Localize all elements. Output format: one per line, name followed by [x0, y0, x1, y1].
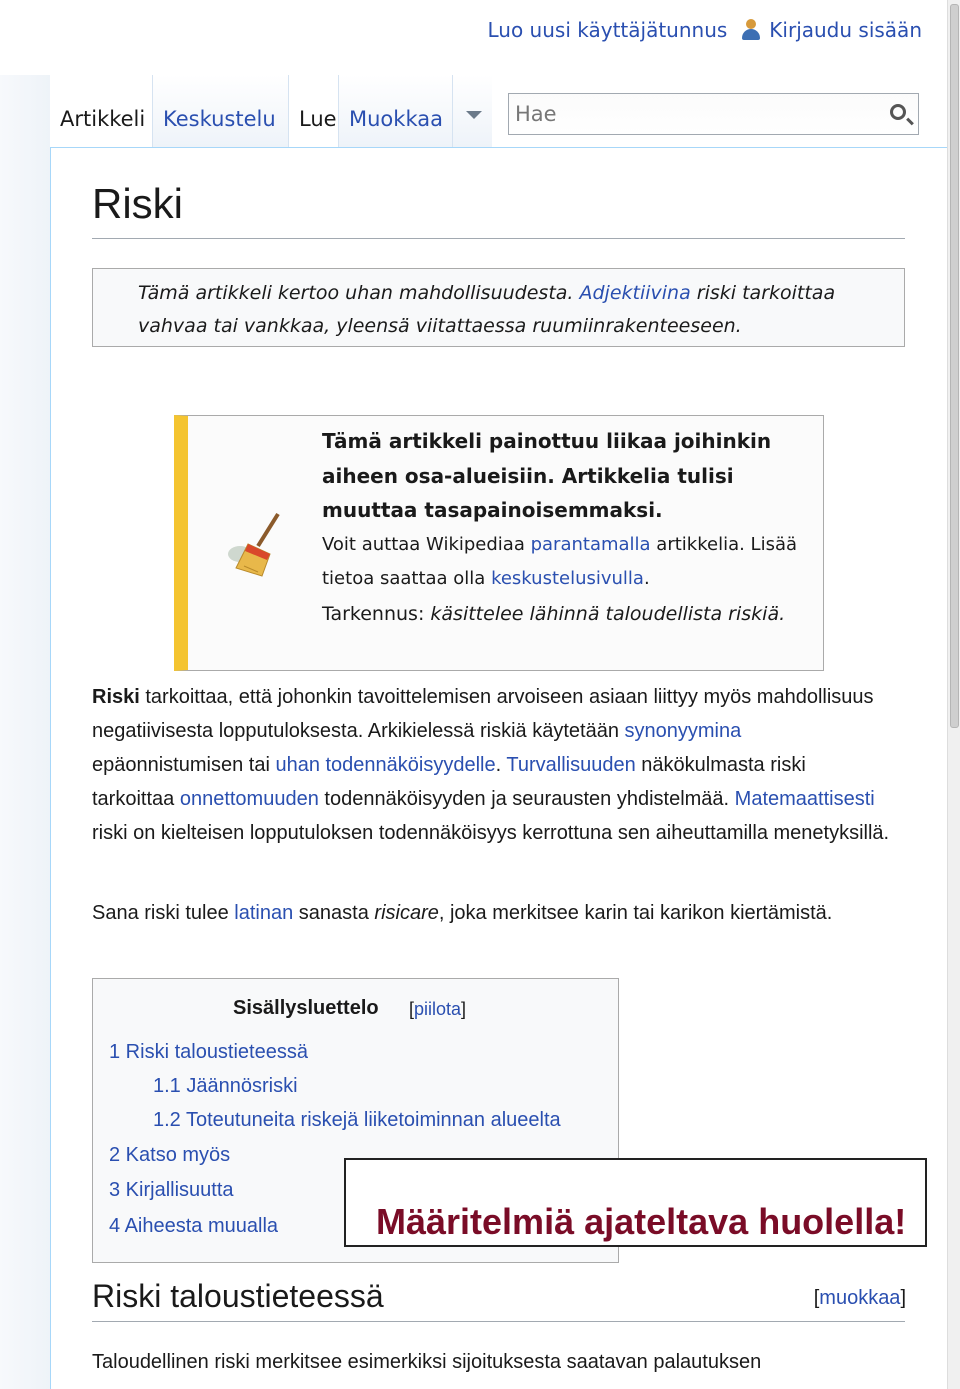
etym-text-3: , joka merkitsee karin tai karikon kiertämistä.: [438, 902, 833, 924]
toc-item[interactable]: 1.2 Toteutuneita riskejä liiketoiminnan alueelta: [153, 1109, 561, 1131]
link-synonym[interactable]: synonyymina: [624, 720, 742, 742]
section-edit-link[interactable]: muokkaa: [819, 1287, 901, 1309]
more-menu-button[interactable]: [452, 75, 492, 147]
intro-text-2: epäonnistumisen tai: [92, 754, 276, 776]
scrollbar-thumb[interactable]: [950, 4, 959, 728]
left-panel-edge: [0, 75, 51, 1389]
section-heading: Riski taloustieteessä: [92, 1278, 384, 1314]
broom-icon: [218, 506, 298, 586]
etym-word: risicare: [374, 902, 439, 924]
section-divider: [92, 1321, 905, 1322]
toc-item[interactable]: 1.1 Jäännösriski: [153, 1075, 298, 1097]
create-account-link[interactable]: Luo uusi käyttäjätunnus: [487, 18, 728, 42]
spec-label: Tarkennus:: [322, 602, 431, 625]
intro-text-6: riski on kielteisen lopputuloksen todennäköisyys kerrottuna sen aiheuttamilla menetyksillä.: [92, 822, 890, 844]
link-accident[interactable]: onnettomuuden: [179, 788, 319, 810]
toc-bracket-close: ]: [461, 999, 467, 1019]
scrollbar[interactable]: [947, 0, 960, 1389]
search-input[interactable]: [515, 96, 855, 132]
tab-edit[interactable]: Muokkaa: [338, 75, 452, 147]
tab-talk[interactable]: Keskustelu: [152, 75, 288, 147]
hatnote-text-2: riski tarkoittaa vahvaa tai vankkaa, yleensä viitattaessa ruumiinrakenteeseen.: [138, 282, 836, 337]
notice-help-text: Voit auttaa Wikipediaa: [322, 533, 531, 555]
hatnote: [92, 268, 905, 347]
intro-text-5: todennäköisyyden ja seurausten yhdistelmää.: [318, 788, 735, 810]
edit-bracket-open: [: [813, 1287, 820, 1309]
etym-text-1: Sana riski tulee: [92, 902, 235, 924]
toc-item[interactable]: 2 Katso myös: [109, 1144, 231, 1166]
toc-title: Sisällysluettelo: [233, 997, 379, 1019]
personal-tools: [488, 18, 923, 42]
hatnote-text: Tämä artikkeli kertoo uhan mahdollisuudesta.: [138, 282, 580, 304]
notice-help-text-3: .: [643, 568, 650, 589]
link-probability[interactable]: uhan todennäköisyydelle: [275, 754, 496, 776]
intro-text-4: näkökulmasta riski tarkoittaa: [92, 754, 806, 810]
etym-text-2: sanasta: [293, 902, 375, 924]
toc-item[interactable]: 1 Riski taloustieteessä: [109, 1041, 308, 1063]
toc-item[interactable]: 4 Aiheesta muualla: [109, 1215, 279, 1237]
intro-paragraph: [92, 680, 892, 850]
term-bold: Riski: [92, 686, 140, 708]
search-box: [508, 93, 919, 135]
etymology-paragraph: [92, 896, 892, 930]
toc-toggle: [409, 999, 466, 1020]
section-paragraph: Taloudellinen riski merkitsee esimerkiksi sijoituksesta saatavan palautuksen: [92, 1351, 762, 1373]
toc-hide-link[interactable]: piilota: [414, 999, 462, 1019]
intro-text-1: tarkoittaa, että johonkin tavoittelemisen arvoiseen asiaan liittyy myös mahdollisuus negatiivisesta lopputuloksesta. Arkikielessä riskiä käytetään: [92, 686, 874, 742]
title-divider: [92, 238, 905, 239]
notice-specification: [322, 597, 828, 632]
annotation-callout: Määritelmiä ajateltava huolella!: [344, 1158, 927, 1247]
intro-text-3: .: [495, 754, 507, 776]
toc-item[interactable]: 3 Kirjallisuutta: [109, 1179, 234, 1201]
login-item: [741, 18, 922, 42]
notice-heading: Tämä artikkeli painottuu liikaa joihinkin aiheen osa-alueisiin. Artikkelia tulisi muuttaa tasapainoisemmaksi.: [322, 429, 772, 522]
section-edit: [814, 1287, 906, 1310]
search-icon[interactable]: [890, 104, 906, 120]
link-latin[interactable]: latinan: [234, 902, 294, 924]
chevron-down-icon: [466, 111, 482, 119]
hatnote-link[interactable]: Adjektiivina: [579, 282, 691, 304]
cleanup-notice: [174, 415, 824, 671]
toc-bracket-open: [: [409, 999, 415, 1019]
notice-text: [322, 424, 828, 631]
talk-page-link[interactable]: keskustelusivulla: [491, 568, 644, 589]
notice-help-text-2: artikkelia. Lisää tietoa saattaa olla: [322, 533, 798, 589]
improve-link[interactable]: parantamalla: [530, 533, 651, 555]
notice-help: [322, 528, 828, 597]
spec-text: käsittelee lähinnä taloudellista riskiä.: [430, 602, 786, 625]
link-safety[interactable]: Turvallisuuden: [506, 754, 636, 776]
user-icon: [741, 19, 761, 41]
link-mathematically[interactable]: Matemaattisesti: [734, 788, 875, 810]
login-link[interactable]: Kirjaudu sisään: [769, 18, 922, 42]
page-title: Riski: [92, 180, 183, 227]
tab-read[interactable]: Lue: [288, 75, 338, 147]
tab-article[interactable]: Artikkeli: [50, 75, 152, 147]
edit-bracket-close: ]: [900, 1287, 906, 1309]
